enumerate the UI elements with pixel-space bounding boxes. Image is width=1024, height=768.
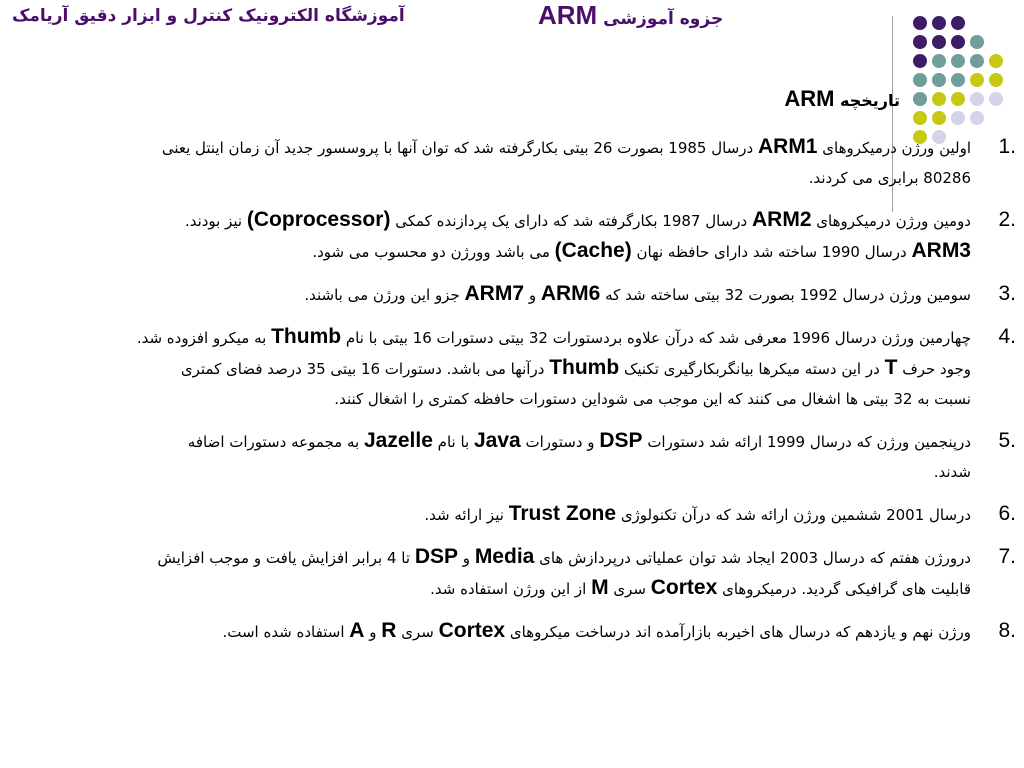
item-text: به مجموعه دستورات اضافه: [187, 433, 360, 451]
item-line: 80286 برابری می کردند.: [808, 169, 971, 187]
item-term: Java: [473, 429, 521, 452]
item-number: 7.: [998, 545, 1016, 568]
item-text: درسال 1985 بصورت 26 بیتی بکارگرفته شد که توان آنها با پروسسور جدید آن زمان اینتل یعنی: [161, 139, 754, 157]
item-term: Jazelle: [363, 429, 433, 452]
list-item: [8, 279, 1016, 310]
item-text: دومین ورژن درمیکروهای: [816, 212, 971, 230]
booklet-title: [538, 0, 723, 31]
item-line: [8, 426, 971, 457]
item-number: 5.: [998, 429, 1016, 452]
item-term: ARM1: [757, 135, 818, 158]
subtitle-en: ARM: [784, 86, 835, 111]
subtitle-fa: تاریخچه: [840, 91, 900, 110]
list-item: [8, 499, 1016, 530]
item-term: Cortex: [650, 576, 718, 599]
list-item: [8, 322, 1016, 414]
item-text: نیز ارائه شد.: [424, 506, 504, 524]
item-text: درآنها می باشد. دستورات 16 بیتی 35 درصد فضای کمتری: [180, 360, 545, 378]
list-item: [8, 132, 1016, 193]
dot-row-6: [913, 111, 984, 125]
item-number: 3.: [998, 282, 1016, 305]
item-term: ARM2: [752, 208, 812, 231]
section-subtitle: [784, 86, 900, 112]
item-text: و: [369, 623, 377, 641]
item-text: به میکرو افزوده شد.: [136, 329, 267, 347]
item-term: A: [349, 619, 365, 642]
item-text: درورژن هفتم که درسال 2003 ایجاد شد توان عملیاتی درپردازش های: [539, 549, 971, 567]
item-term: R: [381, 619, 397, 642]
item-line: [8, 499, 971, 530]
booklet-title-en: ARM: [538, 0, 598, 30]
item-term: ARM7: [464, 282, 525, 305]
item-term: T: [884, 356, 898, 379]
item-text: استفاده شده است.: [222, 623, 345, 641]
item-line: [8, 236, 971, 267]
institute-title: آموزشگاه الکترونیک کنترل و ابزار دقیق آریامک: [12, 6, 405, 26]
item-text: وجود حرف: [902, 360, 971, 378]
item-text: قابلیت های گرافیکی گردید. درمیکروهای: [722, 580, 971, 598]
history-list: [8, 132, 1016, 659]
item-line: نسبت به 32 بیتی ها اشغال می کنند که این موجب می شوداین دستورات حافظه کمتری را اشغال کنند.: [334, 390, 971, 408]
item-term: Media: [474, 545, 535, 568]
item-number: 8.: [998, 619, 1016, 642]
item-line: شدند.: [933, 463, 971, 481]
item-text: و: [528, 286, 537, 304]
item-text: با نام: [437, 433, 470, 451]
item-term: (Cache): [554, 239, 632, 262]
list-item: [8, 542, 1016, 604]
item-text: و: [462, 549, 471, 567]
item-line: [8, 353, 971, 384]
item-number: 4.: [998, 325, 1016, 348]
item-line: [8, 205, 971, 236]
item-number: 1.: [998, 135, 1016, 158]
item-text: و دستورات: [525, 433, 595, 451]
item-term: Thumb: [271, 325, 342, 348]
item-text: سری: [401, 623, 434, 641]
item-line: [8, 616, 971, 647]
dot-row-3: [913, 54, 1003, 68]
item-term: DSP: [414, 545, 458, 568]
item-text: ورژن نهم و یازدهم که درسال های اخیربه بازارآمده اند درساخت میکروهای: [509, 623, 971, 641]
item-text: درپنجمین ورژن که درسال 1999 ارائه شد دستورات: [647, 433, 971, 451]
item-text: درسال 2001 ششمین ورژن ارائه شد که درآن تکنولوژی: [620, 506, 971, 524]
item-term: M: [591, 576, 609, 599]
list-item: [8, 205, 1016, 267]
item-term: Cortex: [438, 619, 506, 642]
item-text: چهارمین ورژن درسال 1996 معرفی شد که درآن علاوه بردستورات 32 بیتی دستورات 16 بیتی با نام: [345, 329, 971, 347]
item-term: (Coprocessor): [246, 208, 391, 231]
item-line: [8, 542, 971, 573]
item-line: [8, 573, 971, 604]
item-number: 6.: [998, 502, 1016, 525]
list-item: [8, 426, 1016, 487]
dot-row-4: [913, 73, 1003, 87]
list-item: [8, 616, 1016, 647]
item-term: ARM3: [911, 239, 971, 262]
item-line: [8, 279, 971, 310]
item-line: [8, 322, 971, 353]
item-term: DSP: [599, 429, 643, 452]
item-text: می باشد وورژن دو محسوب می شود.: [312, 243, 550, 261]
item-text: اولین ورژن درمیکروهای: [822, 139, 971, 157]
item-term: Thumb: [549, 356, 620, 379]
dot-row-2: [913, 35, 984, 49]
item-text: از این ورژن استفاده شد.: [430, 580, 587, 598]
dot-row-5: [913, 92, 1003, 106]
item-text: درسال 1990 ساخته شد دارای حافظه نهان: [636, 243, 907, 261]
item-term: ARM6: [540, 282, 601, 305]
item-text: جزو این ورژن می باشند.: [304, 286, 460, 304]
dot-row-1: [913, 16, 965, 30]
item-text: سومین ورژن درسال 1992 بصورت 32 بیتی ساخته شد که: [605, 286, 971, 304]
item-text: تا 4 برابر افزایش یافت و موجب افزایش: [157, 549, 411, 567]
booklet-title-fa: جزوه آموزشی: [603, 9, 724, 29]
item-text: نیز بودند.: [184, 212, 243, 230]
item-term: Trust Zone: [508, 502, 617, 525]
item-text: در این دسته میکرها بیانگربکارگیری تکنیک: [623, 360, 880, 378]
item-text: سری: [613, 580, 646, 598]
item-text: درسال 1987 بکارگرفته شد که دارای یک پردازنده کمکی: [395, 212, 748, 230]
item-number: 2.: [998, 208, 1016, 231]
item-line: [8, 132, 971, 163]
